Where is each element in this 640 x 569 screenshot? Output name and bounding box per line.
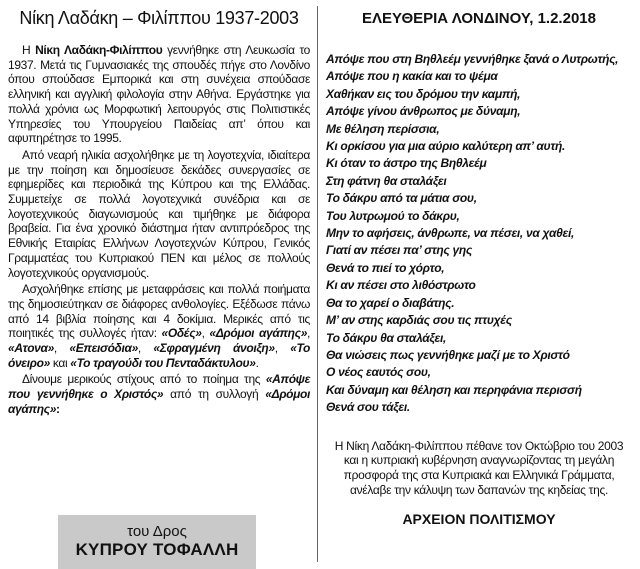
text-run: και	[49, 355, 71, 370]
poem-line: Κι όταν το άστρο της Βηθλεέμ	[326, 156, 487, 171]
text-run: Η	[22, 43, 36, 57]
poem-line: Το δάκρυ θα σταλάξει,	[326, 330, 447, 345]
text-run: «Οδές»	[161, 326, 202, 341]
text-run: ,	[53, 341, 70, 356]
text-run: :	[56, 401, 60, 416]
text-run: από τη συλλογή	[163, 387, 266, 402]
text-run: γεννήθηκε στη Λευκωσία το 1937. Μετά τις Γυμνασιακές της σπουδές πήγε στο Λονδίνο όπου σπούδασε Εμπορικά και στη συνέχεια σπούδασε ελληνική και αγγλική φιλολογία στην Αθήνα. Εργάστηκε για πολλά χρόνια ως Μορφωτική λειτουργός στις Πολιτιστικές Υπηρεσίες του Υπουργείου Παιδείας απ’ όπου και αφυπηρέτησε το 1995.	[8, 43, 310, 146]
bio-paragraph-2: Από νεαρή ηλικία ασχολήθηκε με τη λογοτεχνία, ιδιαίτερα με την ποίηση και δημοσίευσε δεκάδες συνεργασίες σε εφημερίδες και περιοδικά της Κύπρου και της Ελλάδας. Συμμετείχε σε πολλά λογοτεχνικά συνέδρια και σε λογοτεχνικούς διαγωνισμούς και τιμήθηκε με διάφορα βραβεία. Για ένα χρονικό διάστημα ήταν αντιπρόεδρος της Εθνικής Εταιρίας Ελλήνων Λογοτεχνών Κύπρου, Γενικός Γραμματέας του Κυπριακού ΠΕΝ και μέλος σε πολλούς λογοτεχνικούς οργανισμούς.	[8, 147, 310, 280]
text-run: «Δρόμοι αγάπης»	[209, 326, 308, 341]
left-column	[8, 8, 310, 417]
article-title: Νίκη Λαδάκη – Φιλίππου 1937-2003	[19, 8, 299, 28]
poem-line: Χαθήκαν εις του δρόμου την καμπή,	[326, 86, 521, 101]
poem-line: Απόψε που η κακία και το ψέμα	[326, 69, 498, 84]
bio-paragraph-1	[8, 43, 310, 146]
poem-line: Κι ορκίσου για μια αύριο καλύτερη απ’ αυτή.	[326, 139, 566, 154]
poem-line: Του λυτρωμού το δάκρυ,	[326, 208, 460, 223]
poem-line: Το δάκρυ από τα μάτια σου,	[326, 191, 477, 206]
text-run: Νίκη Λαδάκη-Φιλίππου	[35, 43, 163, 57]
text-run: «Σφραγμένη άνοιξη»	[153, 341, 275, 356]
poem-line: Απόψε που στη Βηθλεέμ γεννήθηκε ξανά ο Λυτρωτής,	[326, 52, 619, 66]
text-run: .	[255, 355, 259, 370]
poem-line: Θα νιώσεις πως γεννήθηκε μαζί με το Χριστό	[326, 347, 570, 362]
text-run: «Επεισόδια»	[69, 341, 138, 356]
poem-line: Απόψε γίνου άνθρωπος με δύναμη,	[326, 104, 521, 119]
bio-paragraph-4	[8, 372, 310, 416]
author-box	[58, 515, 256, 569]
poem-line: Θα το χαρεί ο διαβάτης.	[326, 295, 455, 310]
poem-line: Θενά σου τάξει.	[326, 400, 410, 415]
text-run: Ασχολήθηκε επίσης με μεταφράσεις και πολλά ποιήματα της δημοσιεύτηκαν σε διάφορες ανθολογίες. Εξέδωσε πάνω από 14 βιβλία ποίησης και 4 δοκίμια. Μερικές από τις ποιητικές της συλλογές ήταν:	[8, 282, 310, 341]
text-run: «Το όνειρο»	[8, 341, 311, 370]
text-run: ,	[307, 326, 310, 341]
poem	[326, 51, 632, 417]
author-prefix: του Δρος	[127, 523, 187, 540]
text-run: ,	[201, 326, 210, 341]
text-run: «Το τραγούδι του Πενταδάκτυλου»	[70, 355, 256, 370]
text-run: «Δρόμοι αγάπης»	[8, 387, 310, 416]
text-run: ,	[137, 341, 154, 356]
poem-line: Κι αν πέσει στο λιθόστρωτο	[326, 278, 476, 293]
poem-line: Ο νέος εαυτός σου,	[326, 365, 431, 380]
author-name: ΚΥΠΡΟΥ ΤΟΦΑΛΛΗ	[75, 540, 239, 559]
poem-line: Μ’ αν στης καρδιάς σου τις πτυχές	[326, 313, 512, 328]
poem-line: Με θέληση περίσσια,	[326, 121, 440, 136]
poem-line: Θενά το πιεί το χόρτο,	[326, 260, 445, 275]
text-run: ,	[274, 341, 291, 356]
right-column	[326, 8, 632, 527]
text-run: «Ατονα»	[8, 341, 54, 356]
source-title: ΕΛΕΥΘΕΡΙΑ ΛΟΝΔΙΝΟΥ, 1.2.2018	[362, 10, 596, 27]
archive-credit: ΑΡΧΕΙΟΝ ΠΟΛΙΤΙΣΜΟΥ	[402, 511, 556, 528]
poem-line: Και δύναμη και θέληση και περηφάνια περισσή	[326, 382, 582, 397]
column-divider	[317, 6, 318, 562]
text-run: «Απόψε που γεννήθηκε ο Χριστός»	[8, 372, 310, 402]
poem-line: Μην το αφήσεις, άνθρωπε, να πέσει, να χαθεί,	[326, 226, 575, 241]
bio-paragraph-3	[8, 282, 310, 370]
poem-line: Γιατί αν πέσει πα’ στης γης	[326, 243, 472, 258]
poem-line: Στη φάτνη θα σταλάξει	[326, 173, 447, 188]
death-note: Η Νίκη Λαδάκη-Φιλίππου πέθανε τον Οκτώβριο του 2003 και η κυπριακή κυβέρνηση αναγνωρίζοντας τη μεγάλη προσφορά της στα Κυπριακά και Ελληνικά Γράμματα, ανέλαβε την κάλυψη των δαπανών της κηδείας της.	[334, 438, 624, 497]
text-run: Δίνουμε μερικούς στίχους από το ποίημα της	[22, 372, 266, 387]
